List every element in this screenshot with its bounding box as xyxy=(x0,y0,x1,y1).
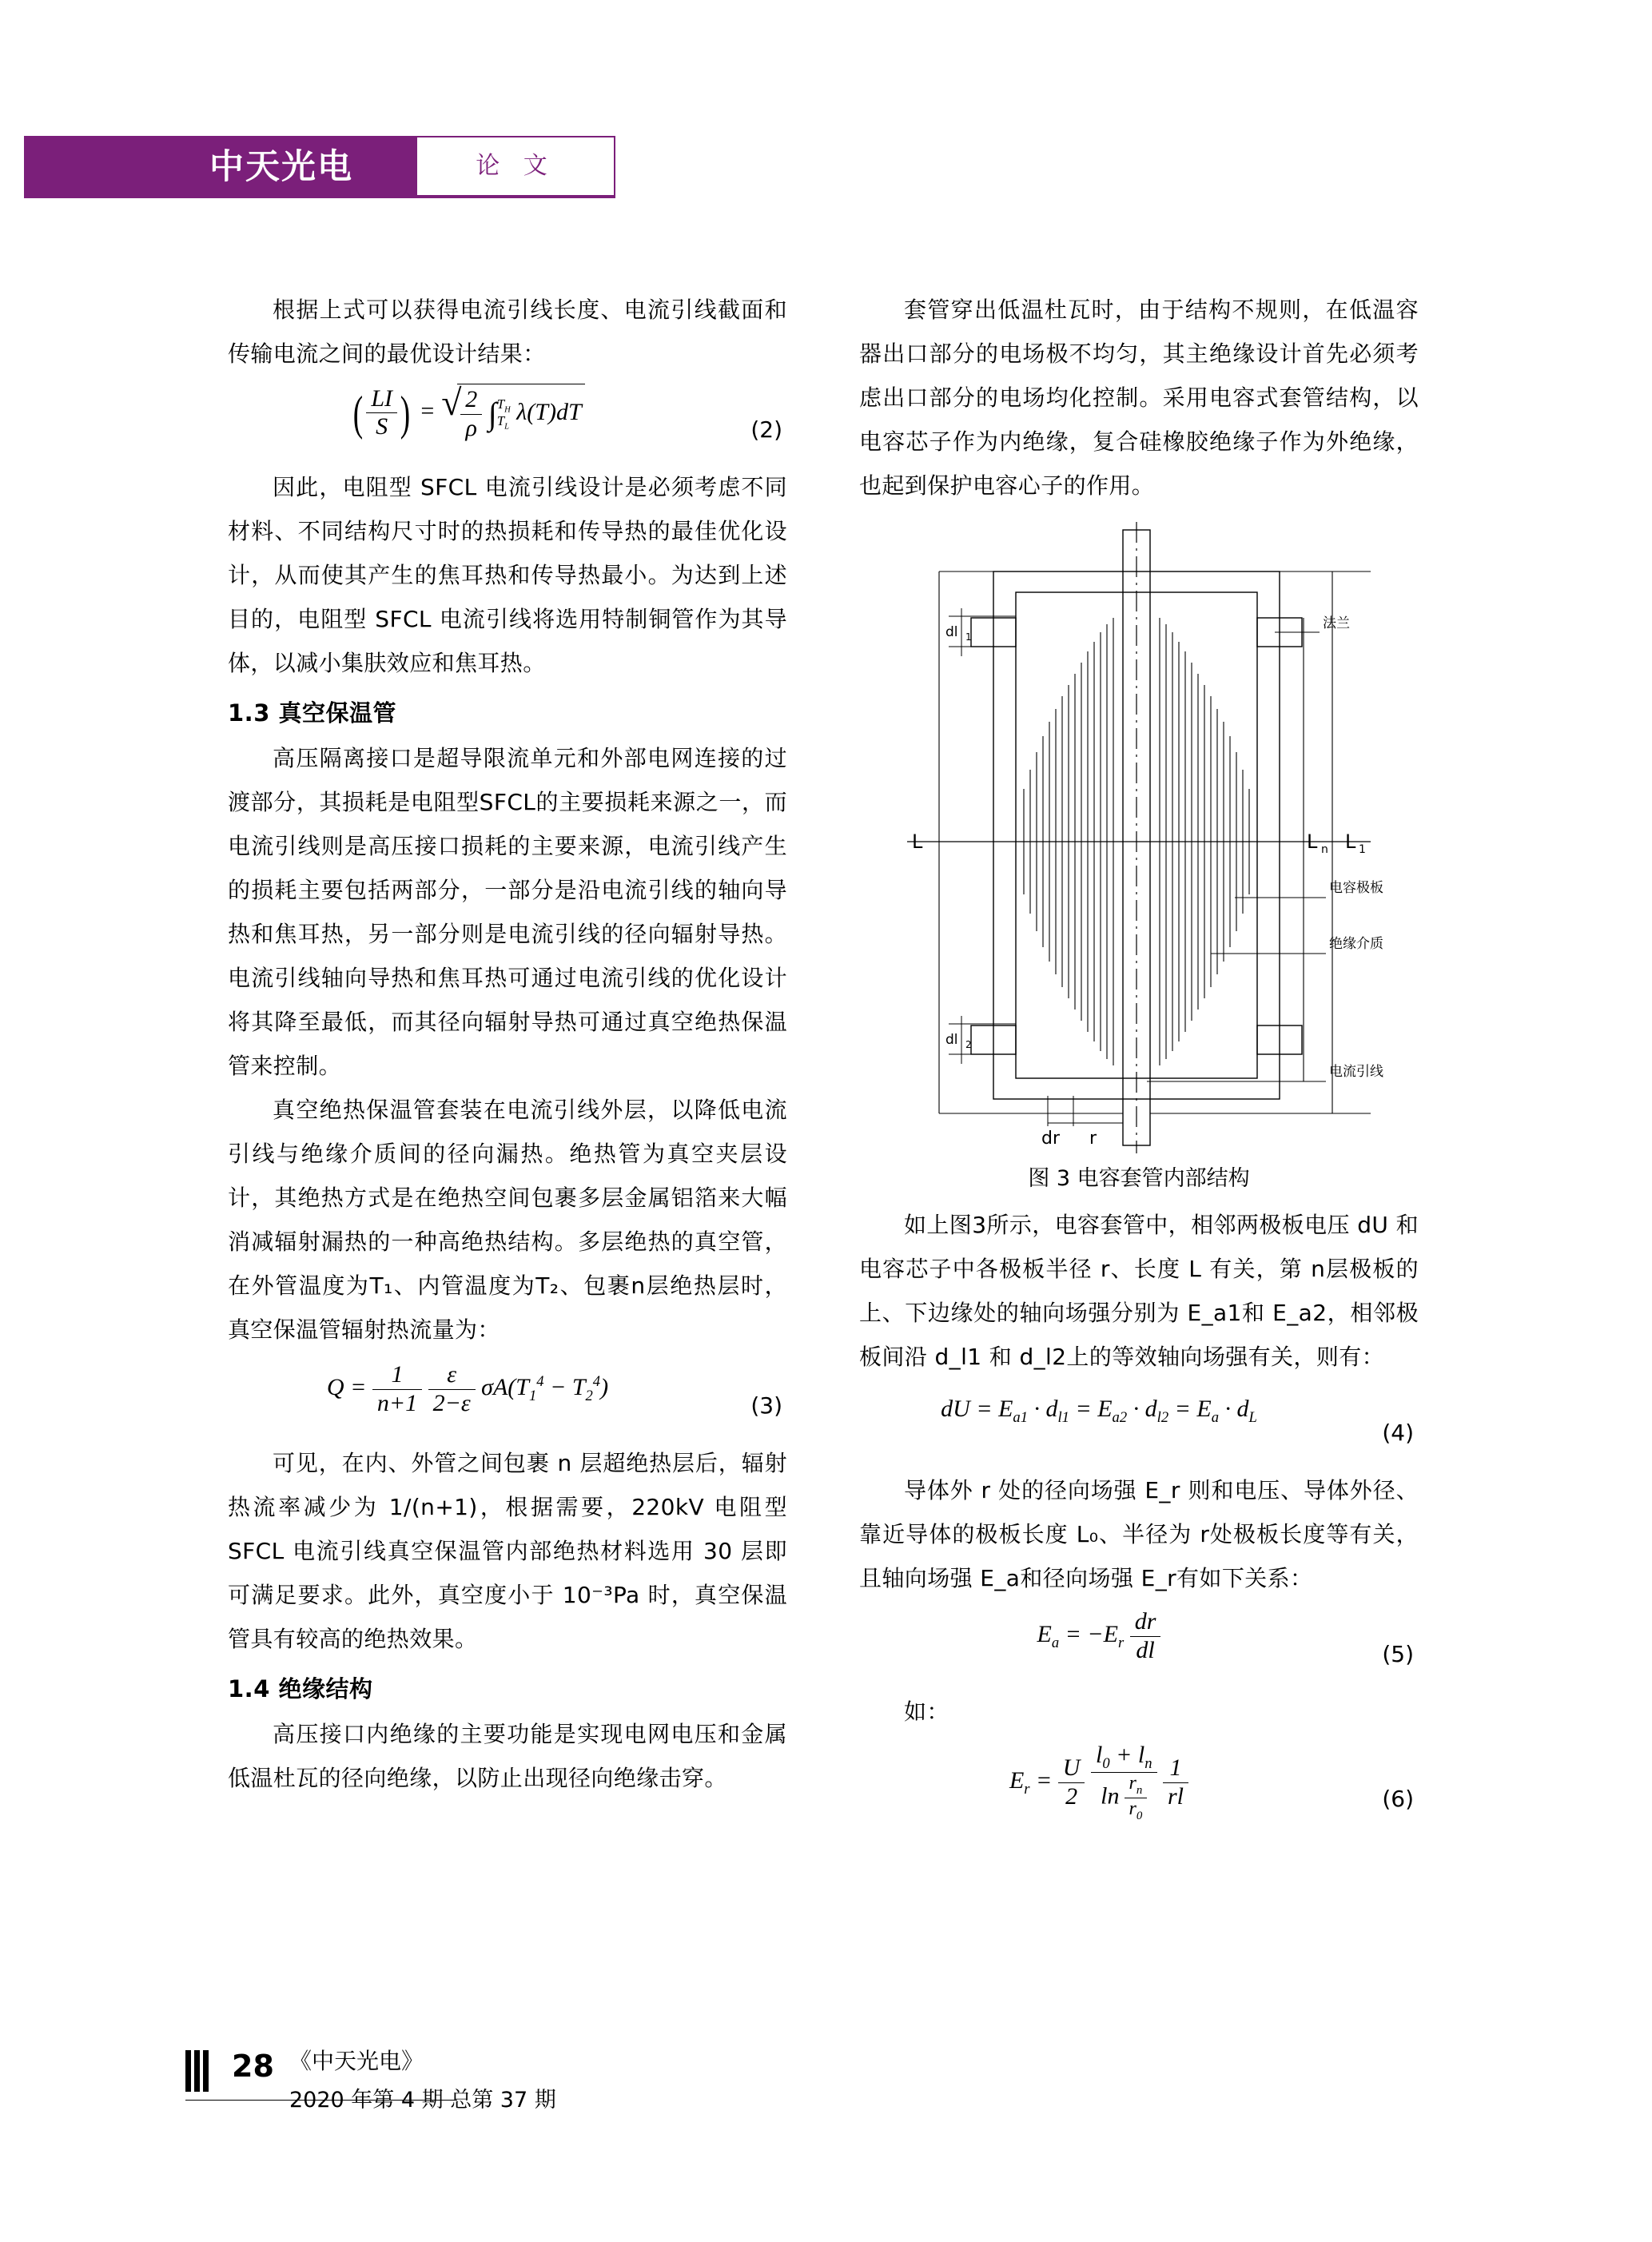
label-flange: 法兰 xyxy=(1323,615,1350,631)
equation-4-body: dU = $E_{a1} \cdot d_{l1} = E_{a2} \cdot d_{l2} = E_a \cdot d_L$ xyxy=(941,1396,1257,1426)
paragraph-r3: 导体外 r 处的径向场强 E_r 则和电压、导体外径、靠近导体的极板长度 L₀、半径为 r处极板长度等有关，且轴向场强 E_a和径向场强 E_r有如下关系： xyxy=(859,1477,1419,1591)
bushing-structure-diagram xyxy=(859,522,1419,1153)
label-lead: 电流引线 xyxy=(1329,1064,1383,1080)
paragraph-r4: 如： xyxy=(904,1698,949,1725)
heading-1-4: 1.4 绝缘结构 xyxy=(228,1675,373,1702)
paragraph-l3: 高压隔离接口是超导限流单元和外部电网连接的过渡部分，其损耗是电阻型SFCL的主要损耗来源之一，而电流引线则是高压接口损耗的主要来源，电流引线产生的损耗主要包括两部分，一部分是沿电流引线的轴向导热和焦耳热，另一部分则是电流引线的径向辐射导热。电流引线轴向导热和焦耳热可通过电流引线的优化设计将其降至最低，而其径向辐射导热可通过真空绝热保温管来控制。 xyxy=(228,745,787,1079)
label-dl2: dl xyxy=(945,1032,958,1048)
label-L1: L xyxy=(1345,830,1356,853)
paragraph-l1: 根据上式可以获得电流引线长度、电流引线截面和传输电流之间的最优设计结果： xyxy=(228,297,787,367)
paragraph-l6: 高压接口内绝缘的主要功能是实现电网电压和金属低温杜瓦的径向绝缘，以防止出现径向绝缘击穿。 xyxy=(228,1721,787,1791)
footer-bars-decoration xyxy=(185,2050,222,2092)
section-tag-box xyxy=(416,136,615,197)
svg-text:n: n xyxy=(1321,843,1328,856)
equation-5-number: (5) xyxy=(1382,1641,1414,1667)
section-tag-label: 论 文 xyxy=(476,152,555,180)
equation-5 xyxy=(859,1608,1419,1685)
equation-4-number: (4) xyxy=(1382,1420,1414,1446)
right-column xyxy=(859,288,1419,1850)
left-column xyxy=(228,288,787,1800)
equation-2-body: ( $\frac{LI}{S}$ ) = √ $\frac{2}{\rho}$ ∫ $T_H$ $T_L$ λ(T)dT xyxy=(228,384,707,442)
equation-2 xyxy=(228,384,787,460)
figure-3-drawing xyxy=(859,522,1419,1153)
paragraph-l2: 因此，电阻型 SFCL 电流引线设计是必须考虑不同材料、不同结构尺寸时的热损耗和传导热的最佳优化设计，从而使其产生的焦耳热和传导热最小。为达到上述目的，电阻型 SFCL 电流引线将选用特制铜管作为其导体，以减小集肤效应和焦耳热。 xyxy=(228,474,787,676)
page-header xyxy=(0,136,1652,198)
label-dl1: dl xyxy=(945,624,958,640)
svg-text:2: 2 xyxy=(965,1039,972,1050)
footer-rule xyxy=(185,2100,457,2101)
page-number: 28 xyxy=(232,2049,274,2084)
equation-2-number: (2) xyxy=(750,416,782,443)
paragraph-r1: 套管穿出低温杜瓦时，由于结构不规则，在低温容器出口部分的电场极不均匀，其主绝缘设计首先必须考虑出口部分的电场均化控制。采用电容式套管结构，以电容芯子作为内绝缘，复合硅橡胶绝缘子作为外绝缘，也起到保护电容心子的作用。 xyxy=(859,297,1419,499)
svg-text:1: 1 xyxy=(965,631,972,643)
equation-4 xyxy=(859,1387,1419,1463)
label-r: r xyxy=(1089,1129,1097,1149)
equation-6-body: $E_r$ = $\frac{U}{2}$ $l_0 + l_n$ ln $\frac{r_n}{r_0}$ $\frac{1}{rl}$ xyxy=(859,1742,1339,1823)
svg-text:1: 1 xyxy=(1359,843,1366,856)
equation-3 xyxy=(228,1360,787,1436)
label-dielectric: 绝缘介质 xyxy=(1329,936,1383,952)
heading-1-3: 1.3 真空保温管 xyxy=(228,699,396,727)
equation-3-body: Q = $\frac{1}{n+1}$ $\frac{\varepsilon}{2-\varepsilon}$ $\sigma A(T_1^4 - T_2^4)$ xyxy=(326,1361,609,1416)
journal-title: 《中天光电》 xyxy=(289,2048,424,2074)
label-L: L xyxy=(912,830,923,853)
paragraph-l5: 可见，在内、外管之间包裹 n 层超绝热层后，辐射热流率减少为 1/(n+1)，根据需要，220kV 电阻型 SFCL 电流引线真空保温管内部绝热材料选用 30 层即可满足要求。此外，真空度小于 10⁻³Pa 时，真空保温管具有较高的绝热效果。 xyxy=(228,1450,787,1652)
equation-3-number: (3) xyxy=(750,1392,782,1419)
publisher-logo: 中天光电 xyxy=(209,147,353,187)
paragraph-r2: 如上图3所示，电容套管中，相邻两极板电压 dU 和电容芯子中各极板半径 r、长度 L 有关，第 n层极板的上、下边缘处的轴向场强分别为 E_a1和 E_a2，相邻极板间沿 d_l1 和 d_l2上的等效轴向场强有关，则有： xyxy=(859,1212,1419,1370)
equation-5-body: $E_a = -E_r$ $\frac{dr}{dl}$ xyxy=(859,1608,1339,1665)
equation-6 xyxy=(859,1742,1419,1846)
figure-3 xyxy=(859,522,1419,1203)
equation-6-number: (6) xyxy=(1382,1786,1414,1812)
page-footer xyxy=(185,2042,905,2130)
paragraph-l4: 真空绝热保温管套装在电流引线外层，以降低电流引线与绝缘介质间的径向漏热。绝热管为真空夹层设计，其绝热方式是在绝热空间包裹多层金属铝箔来大幅消减辐射漏热的一种高绝热结构。多层绝热的真空管，在外管温度为T₁、内管温度为T₂、包裹n层绝热层时，真空保温管辐射热流量为： xyxy=(228,1097,787,1343)
journal-issue: 2020 年第 4 期 总第 37 期 xyxy=(289,2088,556,2113)
figure-3-caption: 图 3 电容套管内部结构 xyxy=(1028,1166,1250,1191)
label-dr: dr xyxy=(1041,1129,1061,1149)
label-Ln: L xyxy=(1307,830,1318,853)
label-plate: 电容极板 xyxy=(1329,880,1383,896)
